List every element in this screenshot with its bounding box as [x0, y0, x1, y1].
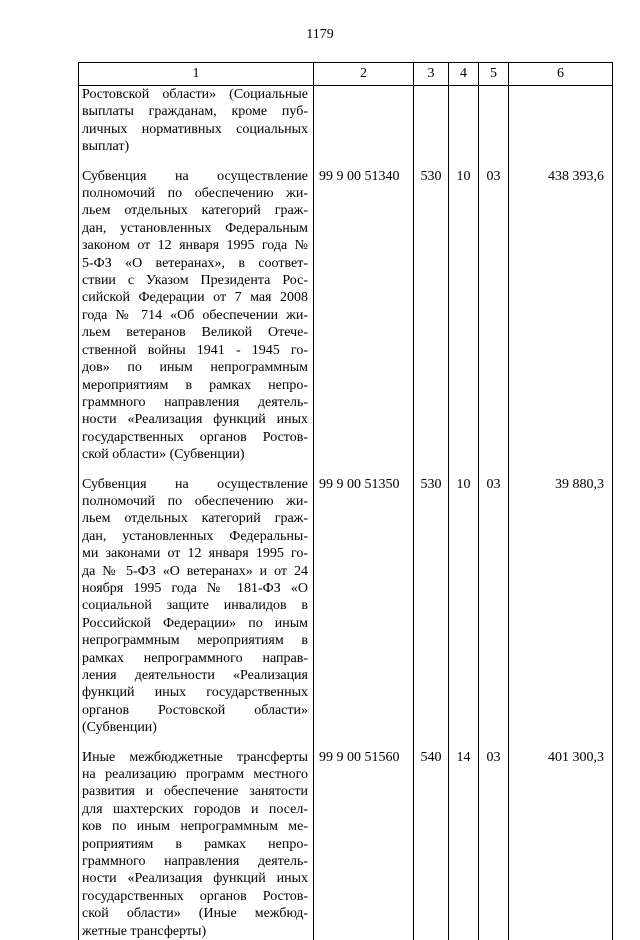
spacer-cell — [314, 156, 414, 168]
description-line: ми законами от 12 января 1995 го- — [82, 545, 308, 562]
expense-type-cell: 530 — [414, 168, 449, 464]
description-cell — [79, 749, 314, 940]
description-line: льем ветеранов Великой Отече- — [82, 324, 308, 341]
description-line: жетные трансферты) — [82, 923, 308, 940]
column-header-1: 1 — [79, 63, 314, 86]
column-number-header-row — [79, 63, 613, 86]
description-line: года № 714 «Об обеспечении жи- — [82, 307, 308, 324]
description-line: льем отдельных категорий граж- — [82, 510, 308, 527]
description-line: непрограммным мероприятиям в — [82, 632, 308, 649]
description-line: на реализацию программ местного — [82, 766, 308, 783]
table-row — [79, 476, 613, 737]
description-line: ности «Реализация функций иных — [82, 411, 308, 428]
spacer-cell — [79, 737, 314, 749]
column-header-5: 5 — [479, 63, 509, 86]
description-line: дов» по иным непрограммным — [82, 359, 308, 376]
description-line: (Субвенции) — [82, 719, 308, 736]
spacer-cell — [449, 464, 479, 476]
spacer-cell — [479, 156, 509, 168]
description-line: ской области» (Иные межбюд- — [82, 905, 308, 922]
description-line: государственных органов Ростов- — [82, 888, 308, 905]
description-line: мероприятиям в рамках непро- — [82, 377, 308, 394]
amount-cell: 438 393,6 — [509, 168, 613, 464]
spacer-cell — [449, 737, 479, 749]
description-line: государственных органов Ростов- — [82, 429, 308, 446]
table-row — [79, 86, 613, 156]
description-line: ноября 1995 года № 181-ФЗ «О — [82, 580, 308, 597]
section-cell: 10 — [449, 168, 479, 464]
expense-type-cell: 540 — [414, 749, 449, 940]
description-line: функций иных государственных — [82, 684, 308, 701]
description-line: для шахтерских городов и посел- — [82, 801, 308, 818]
code-cell: 99 9 00 51340 — [314, 168, 414, 464]
description-line: рамках непрограммного направ- — [82, 650, 308, 667]
section-cell: 14 — [449, 749, 479, 940]
spacer-cell — [479, 464, 509, 476]
subsection-cell: 03 — [479, 168, 509, 464]
description-line: сийской Федерации от 7 мая 2008 — [82, 289, 308, 306]
section-cell: 10 — [449, 476, 479, 737]
spacer-cell — [414, 464, 449, 476]
spacer-cell — [314, 737, 414, 749]
description-line: 5-ФЗ «О ветеранах», в соответ- — [82, 255, 308, 272]
amount-cell — [509, 86, 613, 156]
table-row — [79, 168, 613, 464]
column-header-4: 4 — [449, 63, 479, 86]
amount-cell: 401 300,3 — [509, 749, 613, 940]
description-line: граммного направления деятель- — [82, 394, 308, 411]
code-cell: 99 9 00 51560 — [314, 749, 414, 940]
description-line: граммного направления деятель- — [82, 853, 308, 870]
row-spacer — [79, 737, 613, 749]
code-cell — [314, 86, 414, 156]
description-line: ствии с Указом Президента Рос- — [82, 272, 308, 289]
description-line: ности «Реализация функций иных — [82, 870, 308, 887]
description-line: ков по иным непрограммным ме- — [82, 818, 308, 835]
description-line: социальной защите инвалидов в — [82, 597, 308, 614]
spacer-cell — [314, 464, 414, 476]
description-line: Российской Федерации» по иным — [82, 615, 308, 632]
description-line: законом от 12 января 1995 года № — [82, 237, 308, 254]
spacer-cell — [509, 464, 613, 476]
description-line: полномочий по обеспечению жи- — [82, 493, 308, 510]
description-line: полномочий по обеспечению жи- — [82, 185, 308, 202]
spacer-cell — [509, 156, 613, 168]
budget-table — [78, 62, 613, 940]
spacer-cell — [79, 156, 314, 168]
description-line: дан, установленных Федеральны- — [82, 528, 308, 545]
section-cell — [449, 86, 479, 156]
expense-type-cell: 530 — [414, 476, 449, 737]
description-line: Ростовской области» (Социальные — [82, 86, 308, 103]
description-line: Субвенция на осуществление — [82, 168, 308, 185]
description-line: ления деятельности «Реализация — [82, 667, 308, 684]
column-header-6: 6 — [509, 63, 613, 86]
code-cell: 99 9 00 51350 — [314, 476, 414, 737]
subsection-cell: 03 — [479, 749, 509, 940]
spacer-cell — [79, 464, 314, 476]
subsection-cell: 03 — [479, 476, 509, 737]
description-cell — [79, 168, 314, 464]
description-cell — [79, 86, 314, 156]
description-line: дан, установленных Федеральным — [82, 220, 308, 237]
page-number: 1179 — [0, 26, 640, 44]
expense-type-cell — [414, 86, 449, 156]
description-line: органов Ростовской области» — [82, 702, 308, 719]
amount-cell: 39 880,3 — [509, 476, 613, 737]
description-line: ственной войны 1941 - 1945 го- — [82, 342, 308, 359]
spacer-cell — [479, 737, 509, 749]
description-line: выплаты гражданам, кроме пуб- — [82, 103, 308, 120]
table-body — [79, 86, 613, 940]
description-line: Субвенция на осуществление — [82, 476, 308, 493]
description-line: выплат) — [82, 138, 308, 155]
description-line: ской области» (Субвенции) — [82, 446, 308, 463]
row-spacer — [79, 156, 613, 168]
description-line: да № 5-ФЗ «О ветеранах» и от 24 — [82, 563, 308, 580]
table-row — [79, 749, 613, 940]
column-header-2: 2 — [314, 63, 414, 86]
spacer-cell — [414, 737, 449, 749]
spacer-cell — [509, 737, 613, 749]
description-line: Иные межбюджетные трансферты — [82, 749, 308, 766]
subsection-cell — [479, 86, 509, 156]
spacer-cell — [414, 156, 449, 168]
description-line: льем отдельных категорий граж- — [82, 202, 308, 219]
description-line: развития и обеспечение занятости — [82, 783, 308, 800]
description-line: личных нормативных социальных — [82, 121, 308, 138]
row-spacer — [79, 464, 613, 476]
description-line: роприятиям в рамках непро- — [82, 836, 308, 853]
column-header-3: 3 — [414, 63, 449, 86]
description-cell — [79, 476, 314, 737]
spacer-cell — [449, 156, 479, 168]
